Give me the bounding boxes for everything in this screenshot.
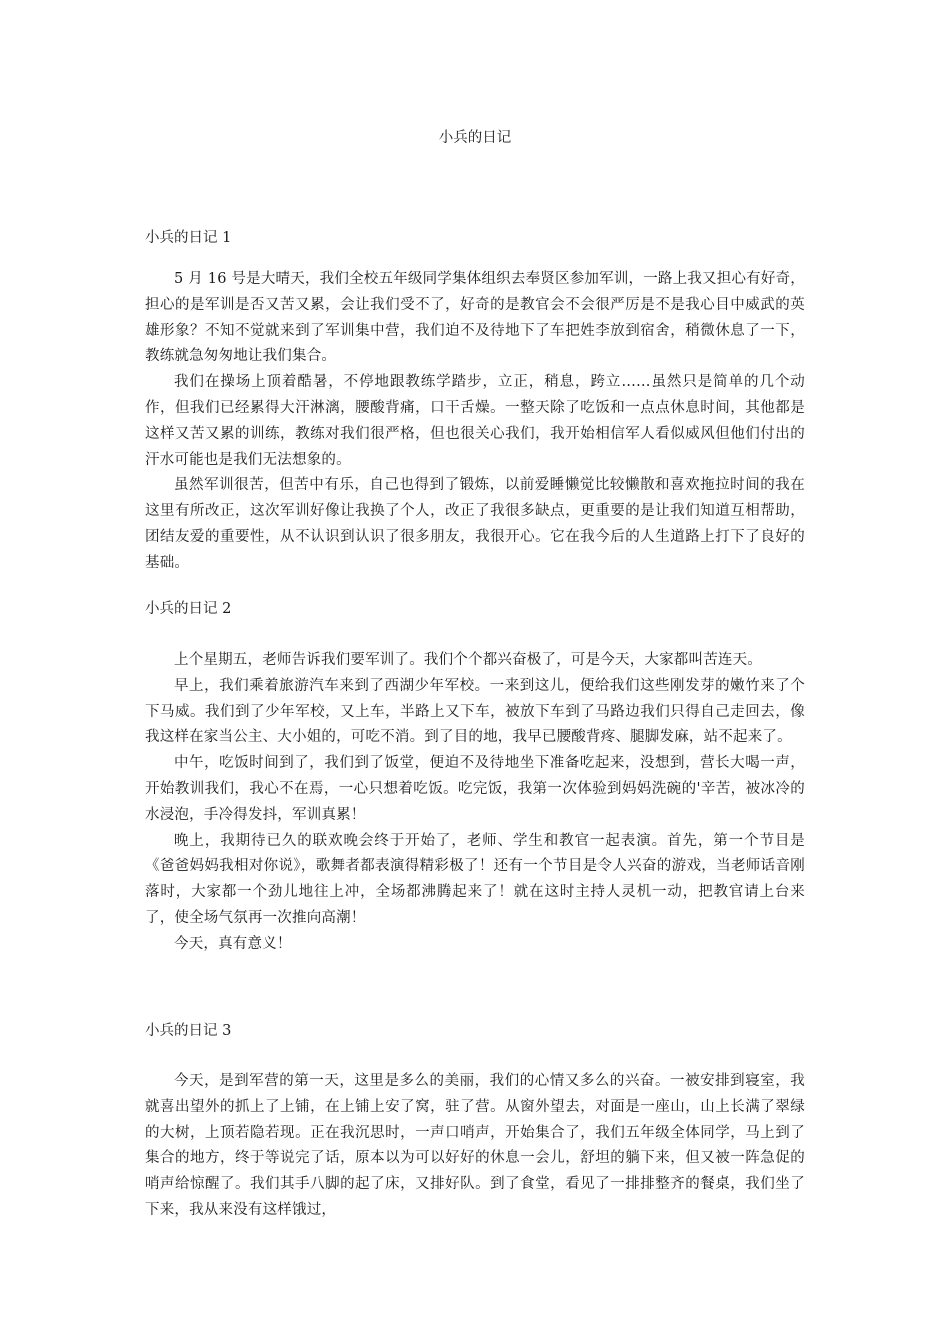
document-title: 小兵的日记 bbox=[438, 130, 512, 146]
section-body-3 bbox=[145, 1069, 805, 1224]
paragraph: 我们在操场上顶着酷暑，不停地跟教练学踏步，立正，稍息，跨立……虽然只是简单的几个动作，但我们已经累得大汗淋漓，腰酸背痛，口干舌燥。一整天除了吃饭和一点点休息时间，其他都是这样又苦又累的训练，教练对我们很严格，但也很关心我们，我开始相信军人看似威风但他们付出的汗水可能也是我们无法想象的。 bbox=[145, 374, 805, 468]
paragraph: 虽然军训很苦，但苦中有乐，自己也得到了锻炼，以前爱睡懒觉比较懒散和喜欢拖拉时间的我在这里有所改正，这次军训好像让我换了个人，改正了我很多缺点，更重要的是让我们知道互相帮助，团结友爱的重要性，从不认识到认识了很多朋友，我很开心。它在我今后的人生道路上打下了良好的基础。 bbox=[145, 477, 805, 571]
paragraph: 今天，是到军营的第一天，这里是多么的美丽，我们的心情又多么的兴奋。一被安排到寝室，我就喜出望外的抓上了上铺，在上铺上安了窝，驻了营。从窗外望去，对面是一座山，山上长满了翠绿的大树，上顶若隐若现。正在我沉思时，一声口哨声，开始集合了，我们五年级全体同学，马上到了集合的地方，终于等说完了话，原本以为可以好好的休息一会儿，舒坦的躺下来，但又被一阵急促的哨声给惊醒了。我们其手八脚的起了床，又排好队。到了食堂，看见了一排排整齐的餐桌，我们坐了下来，我从来没有这样饿过， bbox=[145, 1073, 805, 1218]
paragraph: 晚上，我期待已久的联欢晚会终于开始了，老师、学生和教官一起表演。首先，第一个节目是《爸爸妈妈我相对你说》，歌舞者都表演得精彩极了！还有一个节目是令人兴奋的游戏，当老师话音刚落时，大家都一个劲儿地往上冲，全场都沸腾起来了！就在这时主持人灵机一动，把教官请上台来了，使全场气氛再一次推向高潮！ bbox=[145, 832, 805, 926]
paragraph: 5 月 16 号是大晴天，我们全校五年级同学集体组织去奉贤区参加军训，一路上我又担心有好奇，担心的是军训是否又苦又累，会让我们受不了，好奇的是教官会不会很严厉是不是我心目中威武的英雄形象？不知不觉就来到了军训集中营，我们迫不及待地下了车把姓李放到宿舍，稍微休息了一下，教练就急匆匆地让我们集合。 bbox=[145, 271, 805, 365]
section-body-2 bbox=[145, 648, 805, 958]
section-heading-2: 小兵的日记 2 bbox=[145, 601, 232, 617]
paragraph: 中午，吃饭时间到了，我们到了饭堂，便迫不及待地坐下准备吃起来，没想到，营长大喝一声，开始教训我们，我心不在焉，一心只想着吃饭。吃完饭，我第一次体验到妈妈洗碗的'辛苦，被冰冷的水浸泡，手冷得发抖，军训真累！ bbox=[145, 755, 805, 823]
paragraph: 早上，我们乘着旅游汽车来到了西湖少年军校。一来到这儿，便给我们这些刚发芽的嫩竹来了个下马威。我们到了少年军校，又上车，半路上又下车，被放下车到了马路边我们只得自己走回去，像我这样在家当公主、大小姐的，可吃不消。到了目的地，我早已腰酸背疼、腿脚发麻，站不起来了。 bbox=[145, 677, 805, 746]
section-body-1 bbox=[145, 267, 805, 577]
paragraph: 上个星期五，老师告诉我们要军训了。我们个个都兴奋极了，可是今天，大家都叫苦连天。 bbox=[174, 652, 762, 668]
paragraph: 今天，真有意义！ bbox=[174, 935, 292, 952]
section-heading-1: 小兵的日记 1 bbox=[145, 230, 232, 246]
section-heading-3: 小兵的日记 3 bbox=[145, 1023, 232, 1039]
